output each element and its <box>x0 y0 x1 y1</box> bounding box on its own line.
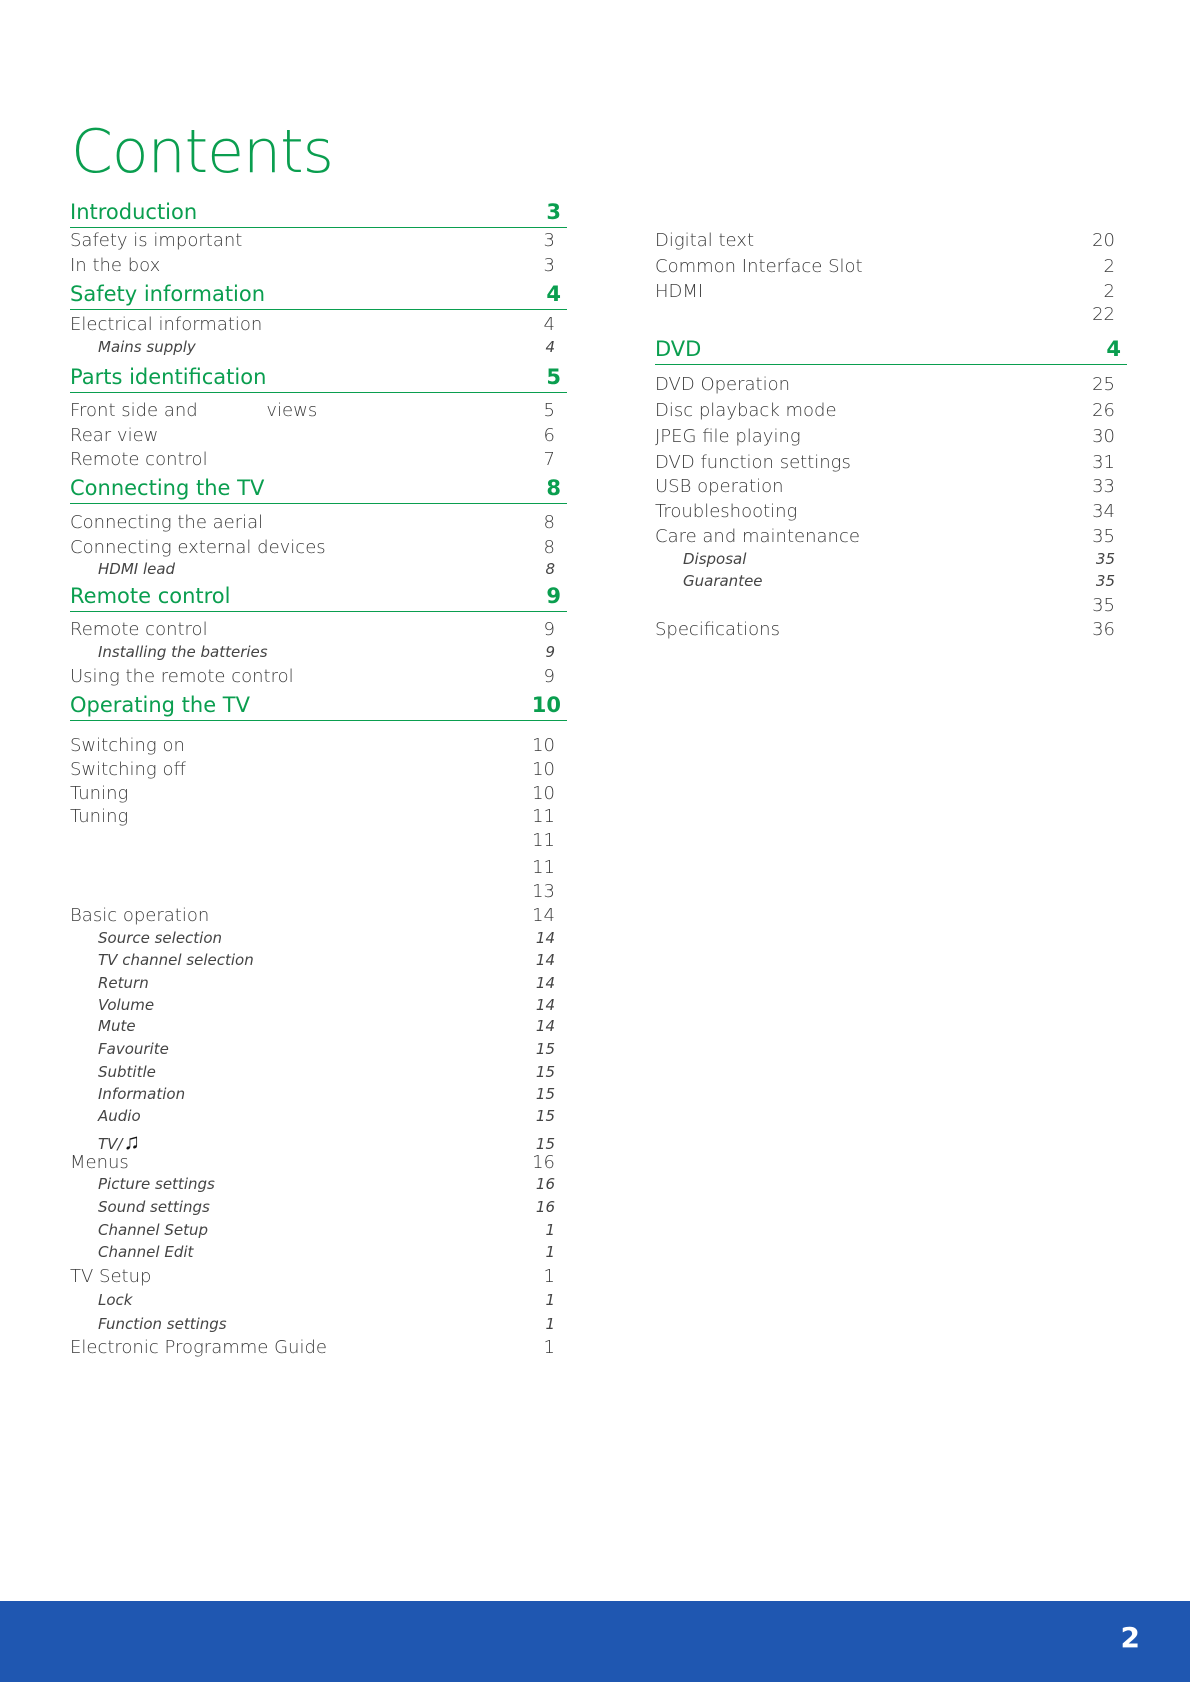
toc-page-number: 35 <box>1092 595 1115 616</box>
toc-entry-label: In the box <box>70 255 161 276</box>
toc-section-heading[interactable] <box>655 337 1127 365</box>
toc-entry[interactable] <box>70 881 567 902</box>
toc-entry-label: Tuning <box>70 783 129 804</box>
toc-entry-label: Safety is important <box>70 230 243 251</box>
toc-entry[interactable] <box>70 830 567 851</box>
toc-entry-label: Switching off <box>70 759 186 780</box>
toc-page-number: 5 <box>543 400 555 421</box>
toc-entry[interactable] <box>655 304 1127 325</box>
toc-page-number: 34 <box>1092 501 1115 522</box>
toc-entry[interactable] <box>70 1152 567 1173</box>
toc-page-number: 1 <box>545 1291 555 1309</box>
toc-page-number: 14 <box>532 905 555 926</box>
toc-subentry[interactable] <box>70 1107 567 1125</box>
toc-entry[interactable] <box>70 1337 567 1358</box>
toc-page-number: 1 <box>545 1243 555 1261</box>
toc-entry-label: Sound settings <box>98 1198 210 1216</box>
toc-entry[interactable] <box>655 595 1127 616</box>
toc-page-number: 31 <box>1092 452 1115 473</box>
toc-entry-label: Operating the TV <box>70 693 250 717</box>
toc-entry[interactable] <box>655 501 1127 522</box>
toc-page-number: 14 <box>535 974 555 992</box>
toc-entry[interactable] <box>655 526 1127 547</box>
toc-page-number: 33 <box>1092 476 1115 497</box>
toc-entry[interactable] <box>655 374 1127 395</box>
toc-entry-label: Basic operation <box>70 905 210 926</box>
toc-entry-label: Connecting the aerial <box>70 512 264 533</box>
toc-entry-label: Information <box>98 1085 186 1103</box>
toc-subentry[interactable] <box>70 1040 567 1058</box>
toc-entry-label: Connecting external devices <box>70 537 326 558</box>
toc-entry[interactable] <box>70 230 567 251</box>
toc-entry[interactable] <box>70 449 567 470</box>
toc-subentry[interactable] <box>70 974 567 992</box>
toc-entry[interactable] <box>655 281 1127 302</box>
toc-entry-label: Introduction <box>70 200 198 224</box>
toc-entry[interactable] <box>70 759 567 780</box>
toc-page-number: 9 <box>546 584 561 608</box>
toc-entry[interactable] <box>70 619 567 640</box>
toc-page-number: 22 <box>1092 304 1115 325</box>
toc-entry-label: Remote control <box>70 584 231 608</box>
footer-bar <box>0 1601 1190 1682</box>
toc-entry-label: Troubleshooting <box>655 501 798 522</box>
toc-entry-label: Remote control <box>70 619 208 640</box>
toc-page-number: 5 <box>546 365 561 389</box>
toc-section-heading[interactable] <box>70 693 567 721</box>
toc-subentry[interactable] <box>70 929 567 947</box>
toc-page-number: 2 <box>1103 256 1115 277</box>
toc-subentry[interactable] <box>70 1085 567 1103</box>
toc-entry[interactable] <box>655 476 1127 497</box>
toc-entry-label: HDMI lead <box>98 560 176 578</box>
toc-entry-label: Return <box>98 974 149 992</box>
toc-page-number: 8 <box>546 476 561 500</box>
toc-subentry[interactable] <box>655 550 1127 568</box>
toc-entry-label: Front side and views <box>70 400 318 421</box>
toc-page-number: 4 <box>1106 337 1121 361</box>
toc-entry-label: Safety information <box>70 282 266 306</box>
toc-page-number: 1 <box>543 1337 555 1358</box>
toc-entry[interactable] <box>70 400 567 421</box>
toc-page-number: 11 <box>532 806 555 827</box>
toc-entry[interactable] <box>655 452 1127 473</box>
toc-page-number: 10 <box>532 735 555 756</box>
toc-subentry[interactable] <box>70 996 567 1014</box>
toc-entry[interactable] <box>70 806 567 827</box>
toc-entry[interactable] <box>70 537 567 558</box>
toc-page-number: 10 <box>531 693 561 717</box>
toc-page-number: 1 <box>543 1266 555 1287</box>
toc-page-number: 35 <box>1095 550 1115 568</box>
toc-entry[interactable] <box>655 256 1127 277</box>
toc-page-number: 2 <box>1103 281 1115 302</box>
toc-entry[interactable] <box>70 735 567 756</box>
toc-entry[interactable] <box>70 905 567 926</box>
toc-entry-label: Common Interface Slot <box>655 256 863 277</box>
toc-entry-label: Disc playback mode <box>655 400 837 421</box>
toc-subentry[interactable] <box>70 951 567 969</box>
toc-page-number: 4 <box>545 338 555 356</box>
toc-page-number: 7 <box>543 449 555 470</box>
toc-entry-label: Parts identification <box>70 365 267 389</box>
toc-page-number: 4 <box>543 314 555 335</box>
toc-page-number: 9 <box>545 643 555 661</box>
toc-page-number: 16 <box>535 1175 555 1193</box>
toc-page-number: 1 <box>545 1221 555 1239</box>
toc-subentry[interactable] <box>70 1291 567 1309</box>
toc-section-heading[interactable] <box>70 584 567 612</box>
toc-page-number: 14 <box>535 996 555 1014</box>
toc-page-number: 14 <box>535 951 555 969</box>
toc-page-number: 14 <box>535 1017 555 1035</box>
toc-entry-label: Electrical information <box>70 314 263 335</box>
toc-page-number: 15 <box>535 1063 555 1081</box>
toc-entry-label: Rear view <box>70 425 159 446</box>
toc-entry-label: Mains supply <box>98 338 196 356</box>
toc-entry[interactable] <box>655 426 1127 447</box>
toc-subentry[interactable] <box>70 1315 567 1333</box>
toc-page-number: 4 <box>546 282 561 306</box>
toc-entry[interactable] <box>655 230 1127 251</box>
toc-page-number: 30 <box>1092 426 1115 447</box>
toc-page-number: 15 <box>535 1040 555 1058</box>
toc-entry[interactable] <box>70 783 567 804</box>
toc-page-number: 8 <box>545 560 555 578</box>
toc-page-number: 9 <box>543 619 555 640</box>
toc-subentry[interactable] <box>70 1243 567 1261</box>
toc-entry-label: JPEG file playing <box>655 426 801 447</box>
toc-page-number: 26 <box>1092 400 1115 421</box>
toc-subentry[interactable] <box>655 572 1127 590</box>
music-note-icon: ♫ <box>123 1130 140 1155</box>
toc-entry[interactable] <box>70 857 567 878</box>
toc-entry[interactable] <box>655 619 1127 640</box>
toc-entry-label: Menus <box>70 1152 129 1173</box>
toc-entry-label: Channel Edit <box>98 1243 194 1261</box>
toc-page-number: 35 <box>1095 572 1115 590</box>
toc-entry-label: Specifications <box>655 619 780 640</box>
toc-entry-label: TV/ <box>98 1135 123 1153</box>
toc-section-heading[interactable] <box>70 365 567 393</box>
toc-entry-label: Tuning <box>70 806 129 827</box>
toc-subentry[interactable] <box>70 1221 567 1239</box>
toc-page-number: 13 <box>532 881 555 902</box>
toc-entry-label: Connecting the TV <box>70 476 265 500</box>
toc-page-number: 25 <box>1092 374 1115 395</box>
toc-entry-label: Disposal <box>683 550 747 568</box>
toc-page-number: 10 <box>532 783 555 804</box>
toc-page-number: 8 <box>543 537 555 558</box>
toc-page-number: 6 <box>543 425 555 446</box>
toc-entry[interactable] <box>70 425 567 446</box>
toc-subentry[interactable] <box>70 338 567 356</box>
toc-entry-label: Digital text <box>655 230 754 251</box>
toc-entry-label: Subtitle <box>98 1063 156 1081</box>
toc-subentry[interactable] <box>70 643 567 661</box>
toc-entry-label: Favourite <box>98 1040 169 1058</box>
toc-entry-label: Lock <box>98 1291 133 1309</box>
toc-subentry[interactable] <box>70 560 567 578</box>
toc-page-number: 35 <box>1092 526 1115 547</box>
toc-entry[interactable] <box>70 255 567 276</box>
toc-page-number: 3 <box>543 255 555 276</box>
toc-subentry[interactable] <box>70 1175 567 1193</box>
toc-entry-label: TV channel selection <box>98 951 254 969</box>
toc-page-number: 16 <box>535 1198 555 1216</box>
toc-entry-label: Channel Setup <box>98 1221 209 1239</box>
toc-page-number: 15 <box>535 1107 555 1125</box>
toc-entry-label: Switching on <box>70 735 185 756</box>
toc-page-number: 10 <box>532 759 555 780</box>
toc-entry[interactable] <box>70 512 567 533</box>
page-title: Contents <box>71 117 333 187</box>
toc-page-number: 3 <box>543 230 555 251</box>
toc-entry-label: Audio <box>98 1107 141 1125</box>
toc-entry-label: Volume <box>98 996 155 1014</box>
toc-page-number: 15 <box>535 1135 555 1153</box>
toc-entry-label: Using the remote control <box>70 666 294 687</box>
toc-section-heading[interactable] <box>70 200 567 228</box>
toc-entry[interactable] <box>70 314 567 335</box>
toc-entry-label: Electronic Programme Guide <box>70 1337 327 1358</box>
toc-entry-label: TV Setup <box>70 1266 152 1287</box>
toc-page-number: 8 <box>543 512 555 533</box>
toc-entry-label: HDMI <box>655 281 704 302</box>
toc-page-number: 9 <box>543 666 555 687</box>
toc-entry-label: DVD Operation <box>655 374 791 395</box>
toc-subentry[interactable] <box>70 1198 567 1216</box>
toc-page-number: 20 <box>1092 230 1115 251</box>
toc-entry-label: DVD function settings <box>655 452 851 473</box>
toc-page-number: 16 <box>532 1152 555 1173</box>
toc-entry-label: Installing the batteries <box>98 643 268 661</box>
toc-entry-label: DVD <box>655 337 702 361</box>
toc-page-number: 14 <box>535 929 555 947</box>
toc-entry-label: Remote control <box>70 449 208 470</box>
toc-subentry[interactable] <box>70 1063 567 1081</box>
toc-section-heading[interactable] <box>70 282 567 310</box>
page-number: 2 <box>1120 1621 1140 1654</box>
toc-section-heading[interactable] <box>70 476 567 504</box>
toc-page-number: 15 <box>535 1085 555 1103</box>
toc-page-number: 36 <box>1092 619 1115 640</box>
toc-entry-label: Picture settings <box>98 1175 215 1193</box>
toc-subentry[interactable] <box>70 1017 567 1035</box>
toc-page-number: 11 <box>532 857 555 878</box>
toc-entry[interactable] <box>70 1266 567 1287</box>
toc-entry-label: Guarantee <box>683 572 763 590</box>
toc-page-number: 3 <box>546 200 561 224</box>
toc-page-number: 1 <box>545 1315 555 1333</box>
toc-entry-label: Care and maintenance <box>655 526 860 547</box>
toc-entry[interactable] <box>70 666 567 687</box>
toc-entry-label: Function settings <box>98 1315 227 1333</box>
toc-entry-label: Source selection <box>98 929 223 947</box>
toc-page-number: 11 <box>532 830 555 851</box>
toc-entry-label: Mute <box>98 1017 136 1035</box>
toc-entry-label: USB operation <box>655 476 784 497</box>
toc-entry[interactable] <box>655 400 1127 421</box>
